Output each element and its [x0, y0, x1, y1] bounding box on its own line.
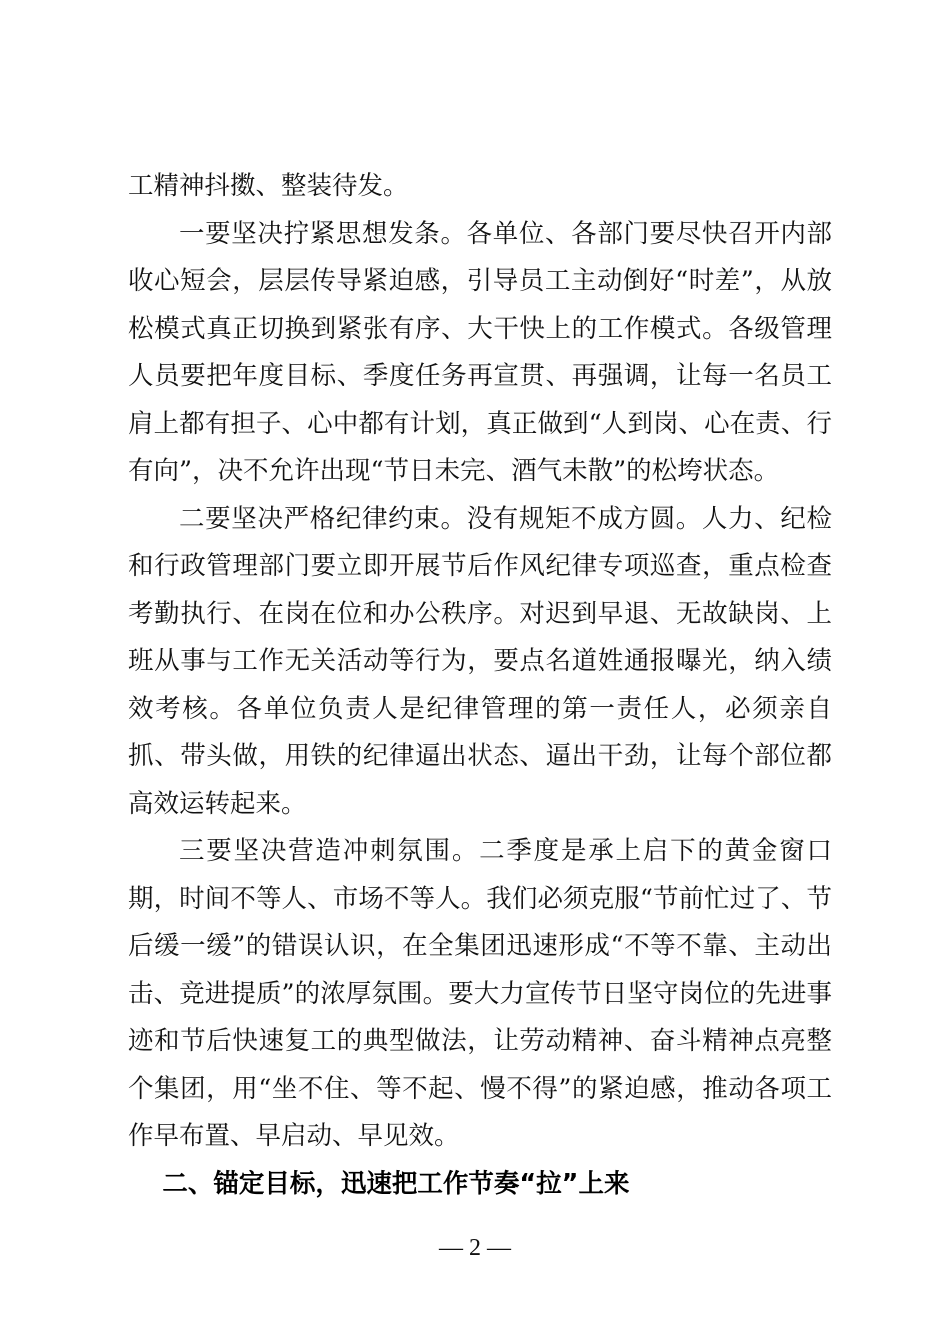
- paragraph-second-requirement: 二要坚决严格纪律约束。没有规矩不成方圆。人力、纪检和行政管理部门要立即开展节后作风纪律专项巡查，重点检查考勤执行、在岗在位和办公秩序。对迟到早退、无故缺岗、上班从事与工作无关活动等行为，要点名道姓通报曝光，纳入绩效考核。各单位负责人是纪律管理的第一责任人，必须亲自抓、带头做，用铁的纪律逼出状态、逼出干劲，让每个部位都高效运转起来。: [128, 503, 832, 819]
- paragraph-third-requirement: 三要坚决营造冲刺氛围。二季度是承上启下的黄金窗口期，时间不等人、市场不等人。我们必须克服“节前忙过了、节后缓一缓”的错误认识，在全集团迅速形成“不等不靠、主动出击、竞进提质”的浓厚氛围。要大力宣传节日坚守岗位的先进事迹和节后快速复工的典型做法，让劳动精神、奋斗精神点亮整个集团，用“坐不住、等不起、慢不得”的紧迫感，推动各项工作早布置、早启动、早见效。: [128, 836, 832, 1151]
- paragraph-first-requirement: 一要坚决拧紧思想发条。各单位、各部门要尽快召开内部收心短会，层层传导紧迫感，引导员工主动倒好“时差”，从放松模式真正切换到紧张有序、大干快上的工作模式。各级管理人员要把年度目标、季度任务再宣贯、再强调，让每一名员工肩上都有担子、心中都有计划，真正做到“人到岗、心在责、行有向”，决不允许出现“节日未完、酒气未散”的松垮状态。: [128, 218, 832, 486]
- document-body: [128, 163, 832, 1208]
- page-number: — 2 —: [439, 1235, 511, 1261]
- paragraph-continuation: 工精神抖擞、整装待发。: [128, 171, 409, 201]
- section-heading: 二、锚定目标，迅速把工作节奏“拉”上来: [162, 1168, 630, 1199]
